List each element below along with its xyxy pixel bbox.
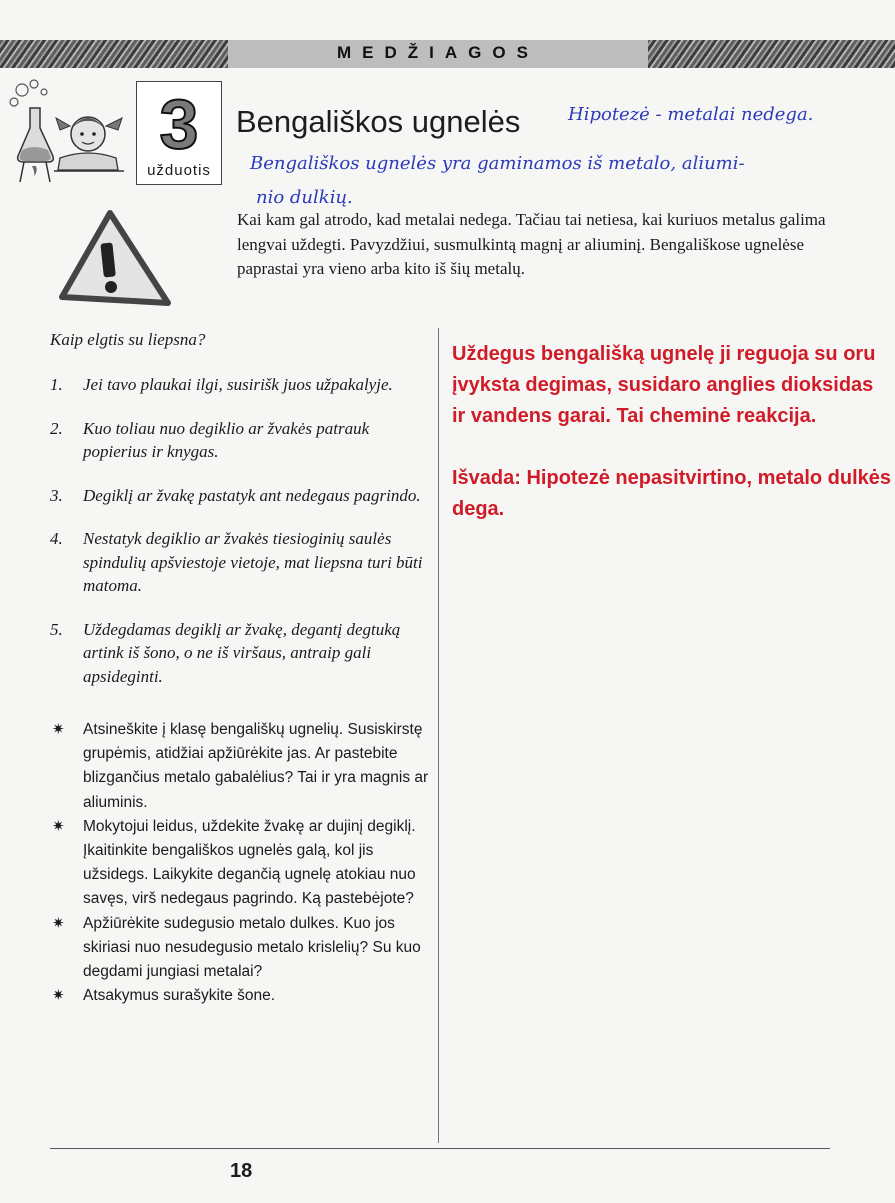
- answer-conclusion: Išvada: Hipotezė nepasitvirtino, metalo dulkės dega.: [452, 467, 892, 520]
- activity-step: [50, 718, 430, 815]
- rule-text: Jei tavo plaukai ilgi, susirišk juos užpakalyje.: [83, 375, 393, 394]
- answer-text: [452, 339, 892, 556]
- rule-number: 3.: [50, 485, 63, 505]
- handwritten-hypothesis: Hipotezė - metalai nedega.: [568, 104, 814, 125]
- safety-rule: [50, 527, 430, 598]
- rule-number: 2.: [50, 418, 63, 438]
- step-text: Atsakymus surašykite šone.: [83, 987, 276, 1005]
- safety-question: Kaip elgtis su liepsna?: [50, 330, 206, 349]
- activity-step: [50, 815, 430, 912]
- task-number: 3: [159, 85, 199, 163]
- handwritten-note-line-1: Bengališkos ugnelės yra gaminamos iš metalo, aliumi-: [250, 153, 745, 174]
- answer-observation: Uždegus bengališką ugnelę ji reguoja su oru įvyksta degimas, susidaro anglies dioksidas ir vandens garai. Tai cheminė reakcija.: [452, 343, 876, 427]
- activity-steps: [50, 718, 430, 1008]
- column-divider: [438, 328, 439, 1143]
- safety-rule: [50, 618, 430, 689]
- kid-experiment-illustration: [4, 78, 132, 190]
- safety-rule: [50, 417, 430, 464]
- step-text: Mokytojui leidus, uždekite žvakę ar dujinį degiklį. Įkaitinkite bengališkos ugnelės galą, kol jis užsidegs. Laikykite degančią ugnelę atokiau nuo savęs, virš nedegaus pagrindo. Ką pastebėjote?: [83, 817, 416, 908]
- intro-paragraph: Kai kam gal atrodo, kad metalai nedega. Tačiau tai netiesa, kai kuriuos metalus galima lengvai uždegti. Pavyzdžiui, susmulkintą magnį ar aliuminį. Bengališkose ugnelėse paprastai yra vieno arba kito iš šių metalų.: [237, 210, 826, 278]
- asterisk-bullet-icon: ✷: [52, 817, 65, 835]
- step-text: Apžiūrėkite sudegusio metalo dulkes. Kuo jos skiriasi nuo nesudegusio metalo krislelių? Su kuo degdami jungiasi metalai?: [83, 914, 421, 981]
- section-banner: [0, 40, 895, 68]
- task-number-box: [136, 81, 222, 185]
- asterisk-bullet-icon: ✷: [52, 914, 65, 932]
- warning-icon: [54, 207, 174, 317]
- safety-rule: [50, 484, 430, 508]
- section-title: MEDŽIAGOS: [337, 43, 539, 62]
- handwritten-note-line-2: nio dulkių.: [256, 187, 353, 208]
- footer-rule: [50, 1148, 830, 1149]
- asterisk-bullet-icon: ✷: [52, 987, 65, 1005]
- activity-step: [50, 984, 430, 1008]
- page-title: Bengališkos ugnelės: [236, 104, 521, 139]
- rule-text: Degiklį ar žvakę pastatyk ant nedegaus pagrindo.: [83, 485, 421, 505]
- rule-text: Nestatyk degiklio ar žvakės tiesioginių saulės spindulių apšviestoje vietoje, mat liepsna turi būti matoma.: [83, 529, 423, 595]
- activity-step: [50, 912, 430, 985]
- instructions-column: [50, 330, 430, 1008]
- rule-number: 1.: [50, 375, 63, 394]
- rule-number: 4.: [50, 529, 63, 548]
- page-number: 18: [230, 1160, 253, 1182]
- rule-text: Kuo toliau nuo degiklio ar žvakės patrauk popierius ir knygas.: [83, 418, 370, 461]
- rule-number: 5.: [50, 619, 63, 639]
- safety-rule: [50, 373, 430, 397]
- step-text: Atsineškite į klasę bengališkų ugnelių. Susiskirstę grupėmis, atidžiai apžiūrėkite jas. Ar pastebite blizgančius metalo gabalėlius? Tai ir yra magnis ar aliuminis.: [83, 721, 429, 811]
- asterisk-bullet-icon: ✷: [52, 721, 65, 738]
- rule-text: Uždegdamas degiklį ar žvakę, degantį degtuką artink iš šono, o ne iš viršaus, antraip gali apsideginti.: [83, 619, 401, 686]
- task-label: užduotis: [147, 162, 211, 179]
